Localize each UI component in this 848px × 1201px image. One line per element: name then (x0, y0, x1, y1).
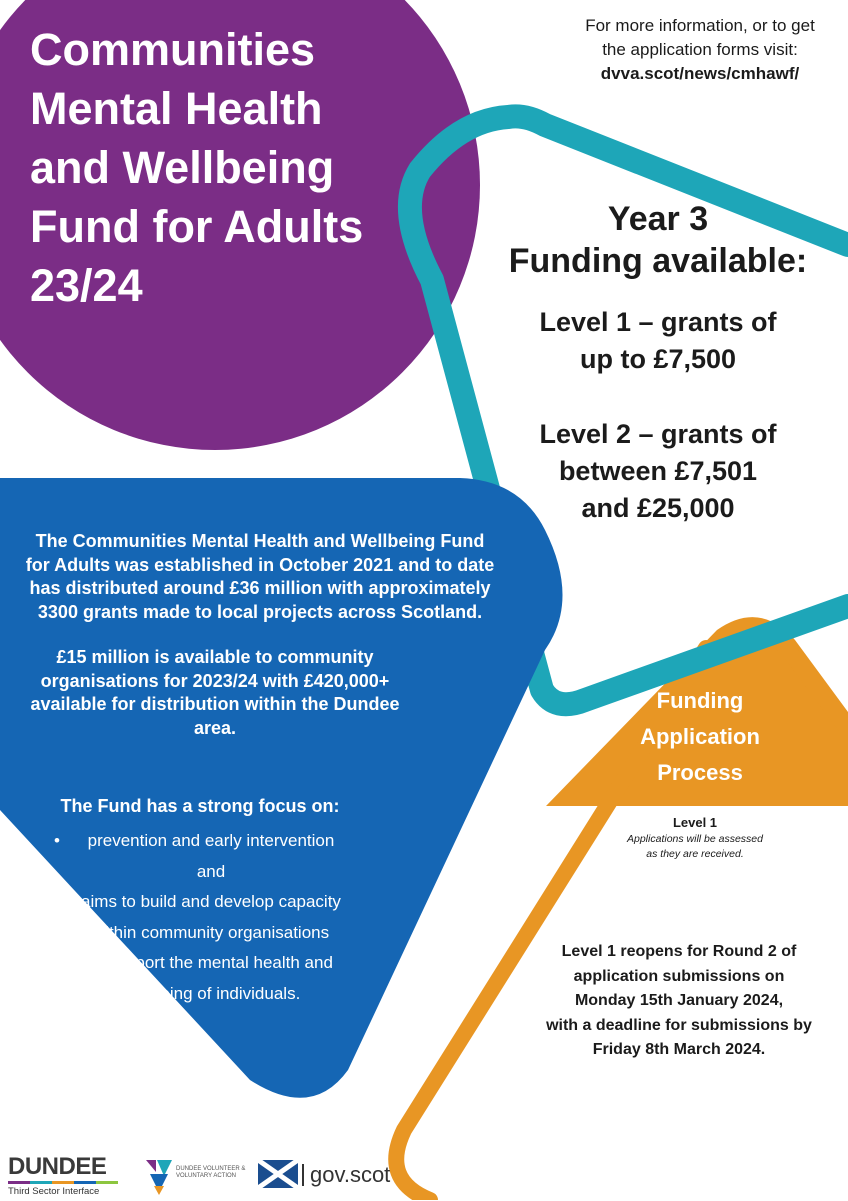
logo-stripe (8, 1181, 118, 1184)
dundee-logo-name: DUNDEE (8, 1153, 107, 1180)
level1-note: as they are received. (646, 848, 744, 860)
title-line: Fund for Adults (30, 201, 364, 252)
funding-available (480, 198, 836, 527)
dvva-logo-text: DUNDEE VOLUNTEER & VOLUNTARY ACTION (176, 1166, 246, 1179)
text-line: area. (193, 717, 237, 738)
process-title-line: Process (657, 760, 743, 785)
reopen-line: with a deadline for submissions by (546, 1016, 812, 1034)
text-line: The Communities Mental Health and Wellbeing Fund (35, 531, 485, 551)
reopen-line: Friday 8th March 2024. (592, 1041, 766, 1058)
gov-scot-text: gov.scot (310, 1162, 391, 1187)
focus-list (50, 826, 350, 1009)
text-line: organisations for 2023/24 with £420,000+ (40, 670, 390, 691)
list-item: • aims to build and develop capacity within community organisations (50, 887, 350, 948)
level1-line: up to £7,500 (579, 344, 737, 374)
reopen-line: Level 1 reopens for Round 2 of (561, 943, 797, 960)
dvva-mark-icon (144, 1156, 174, 1196)
about-paragraph-1 (0, 530, 520, 624)
more-info-line: the application forms visit: (602, 40, 798, 59)
about-paragraph-2 (0, 646, 430, 740)
funding-year: Year 3 (607, 200, 709, 238)
focus-title: The Fund has a strong focus on: (60, 796, 340, 816)
text-line: for Adults was established in October 2021 and to date (25, 554, 495, 575)
reopen-notice (520, 940, 838, 1063)
title-line: Communities (30, 24, 316, 75)
more-info-line: For more information, or to get (585, 16, 815, 35)
list-item: • to support the mental health and wellbeing of individuals. (50, 948, 350, 1009)
reopen-line: Monday 15th January 2024, (574, 992, 784, 1009)
title-line: Mental Health (30, 83, 323, 134)
more-info-link[interactable]: dvva.scot/news/cmhawf/ (600, 64, 800, 83)
title-line: 23/24 (30, 260, 143, 311)
text-line: 3300 grants made to local projects across Scotland. (37, 601, 483, 622)
process-title-line: Application (640, 724, 760, 749)
dundee-tsi-logo (8, 1154, 118, 1197)
saltire-flag-icon (258, 1160, 298, 1188)
funding-heading: Funding available: (508, 242, 808, 280)
page-title (30, 20, 450, 315)
level2-line: Level 2 – grants of (539, 419, 777, 449)
more-info (560, 14, 840, 86)
reopen-line: application submissions on (573, 967, 785, 985)
level1-line: Level 1 – grants of (539, 307, 777, 337)
title-line: and Wellbeing (30, 142, 335, 193)
list-item: • prevention and early intervention and (50, 826, 350, 887)
text-line: available for distribution within the Dundee (30, 694, 400, 714)
about-fund (0, 530, 520, 762)
level2-line: and £25,000 (581, 493, 735, 523)
level1-note: Applications will be assessed (627, 833, 763, 845)
dvva-logo (144, 1156, 244, 1196)
level1-process (592, 814, 798, 862)
text-line: has distributed around £36 million with approximately (29, 578, 491, 598)
logo-divider (302, 1164, 304, 1186)
level2-line: between £7,501 (558, 456, 758, 486)
process-title (600, 683, 800, 791)
text-line: £15 million is available to community (56, 647, 374, 667)
process-title-line: Funding (656, 688, 744, 713)
dundee-logo-sub: Third Sector Interface (8, 1186, 100, 1197)
level1-label: Level 1 (672, 815, 718, 830)
